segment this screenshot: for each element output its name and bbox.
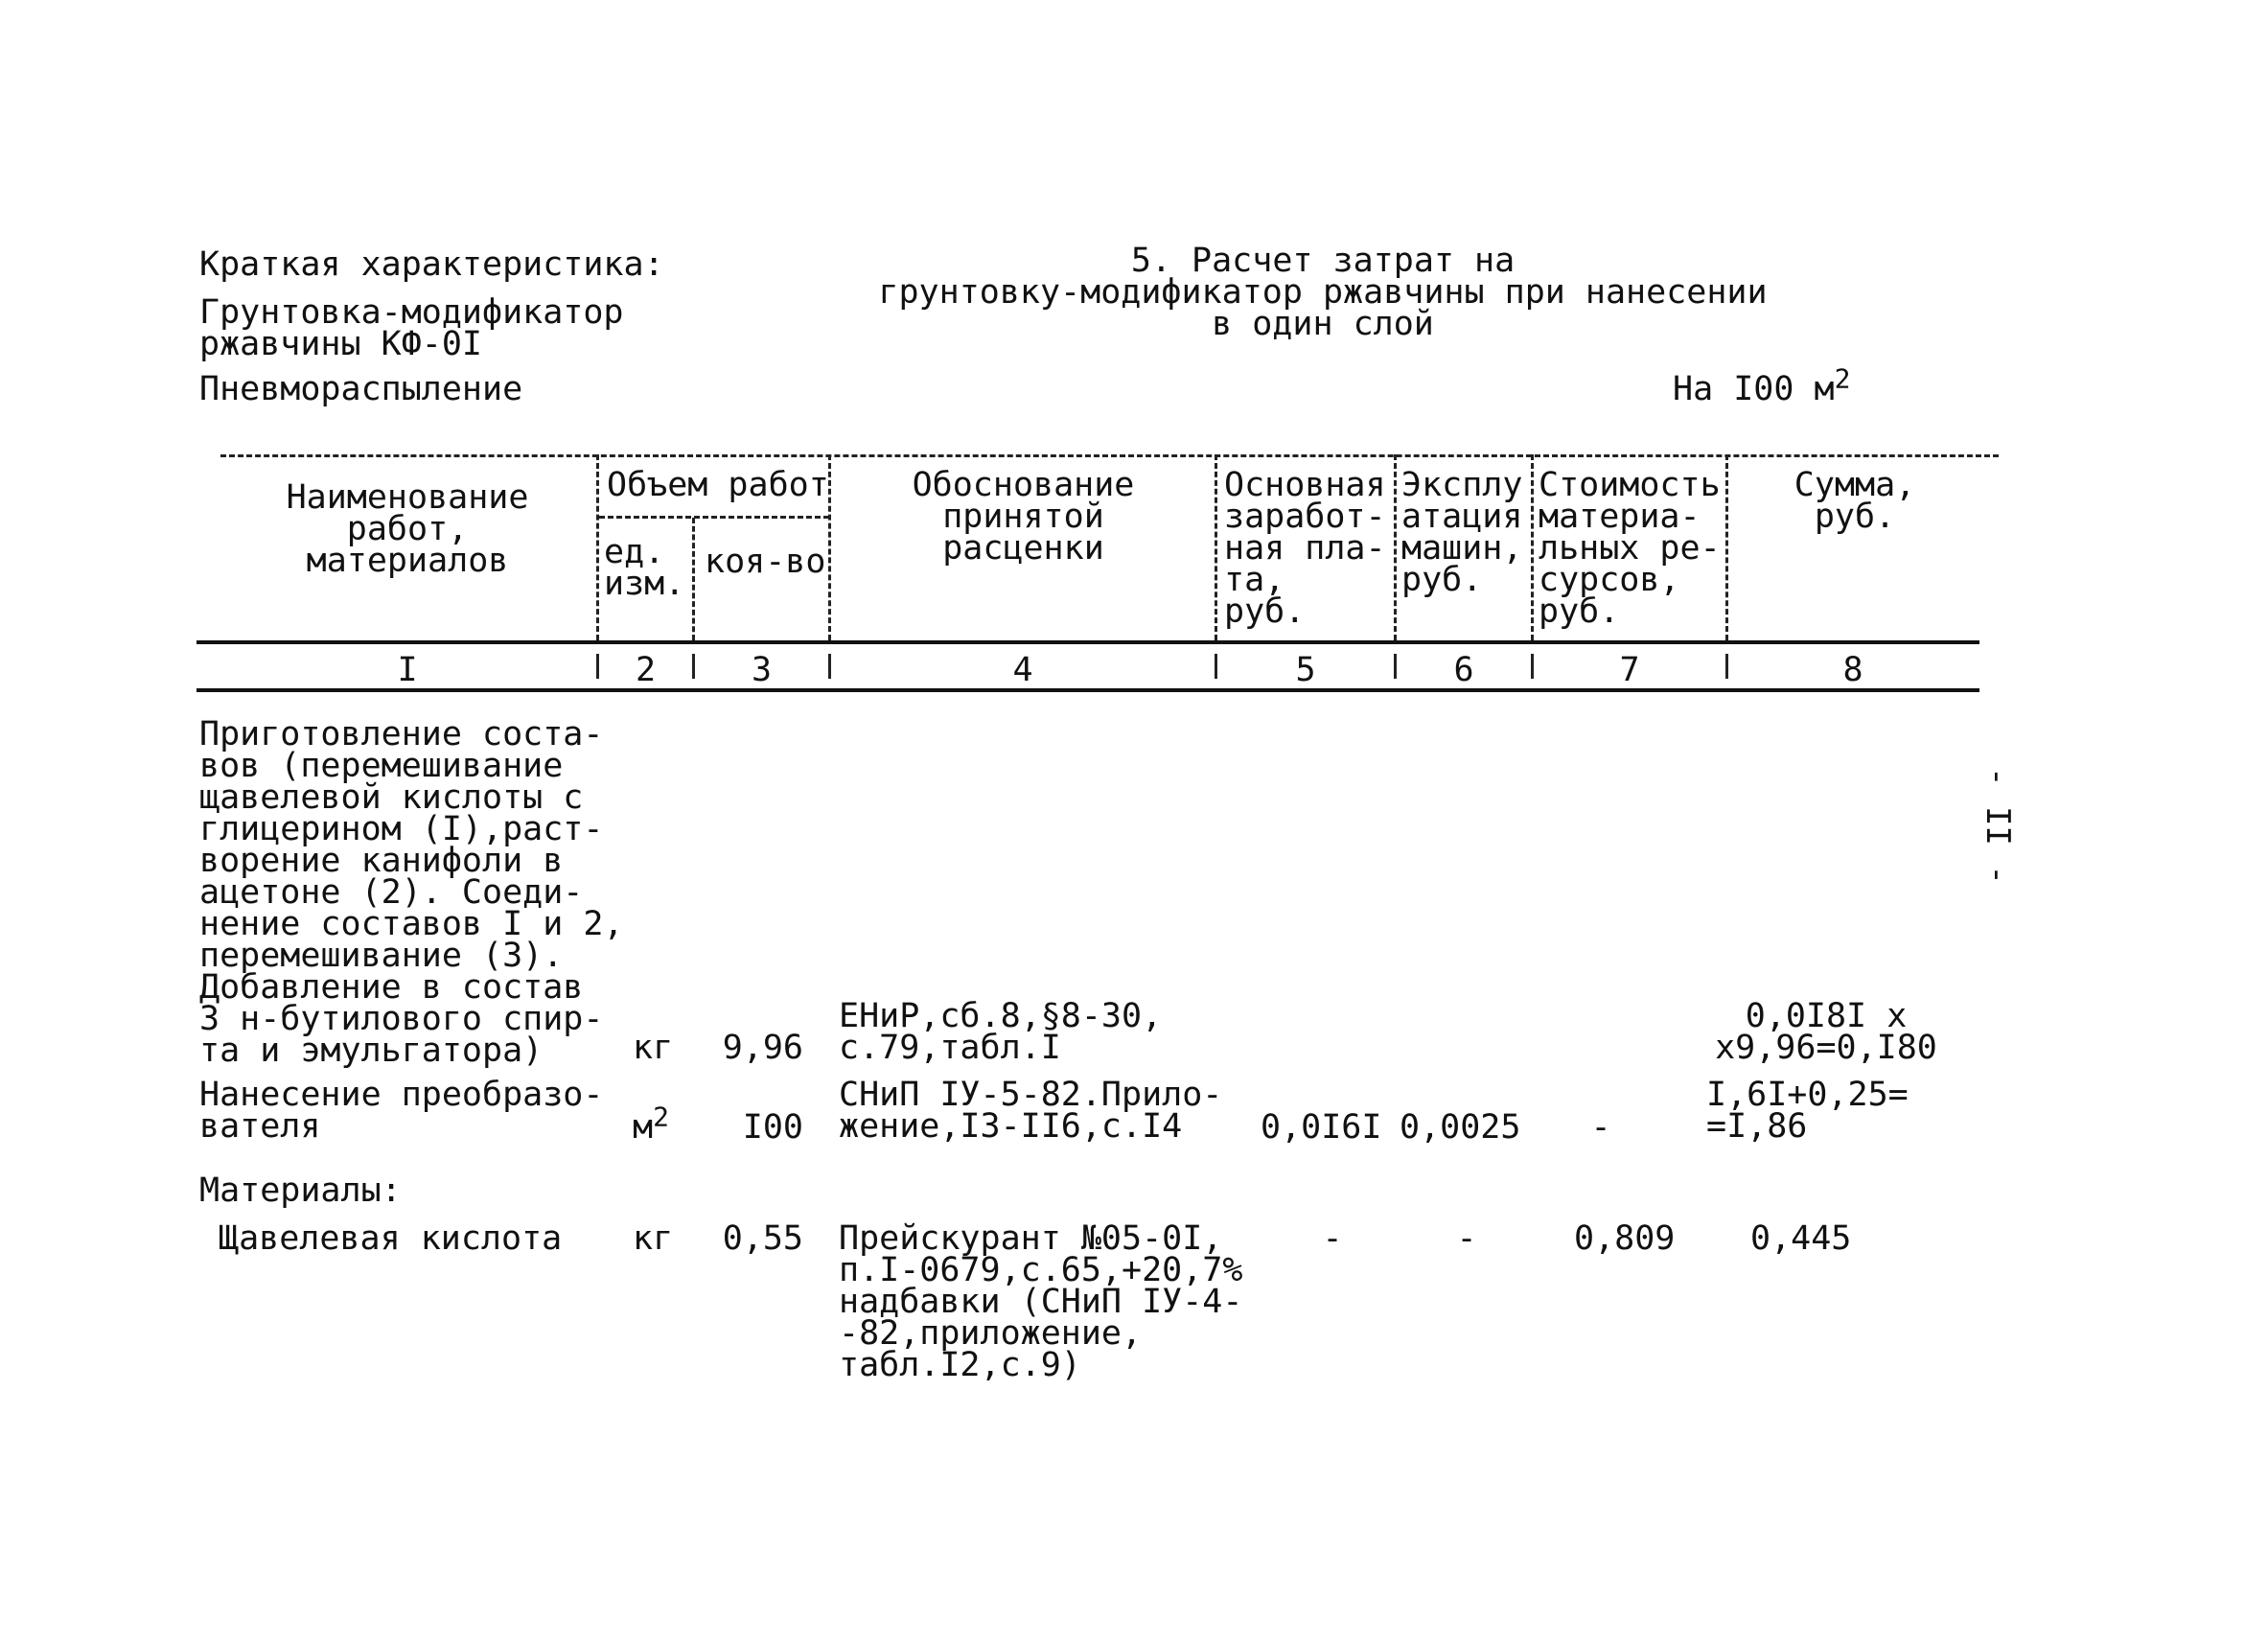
column-number: 3 — [751, 651, 773, 689]
column-number: 6 — [1453, 651, 1474, 689]
header-wage: Основная заработ- ная пла- та, руб. — [1224, 466, 1386, 631]
table-row-1-name: Приготовление соста- вов (перемешивание щавелевой кислоты с глицерином (I),раст- ворение канифоли в ацетоне (2). Соеди- нение составов I и 2, перемешивание (3). Добавление в состав 3 н-бутилового спир- та и эмульгатора) — [199, 715, 624, 1070]
table-row-1-basis: ЕНиР,сб.8,§8-30, с.79,табл.I — [839, 997, 1163, 1067]
column-number: 2 — [635, 651, 657, 689]
header-volume: Объем работ — [607, 466, 829, 504]
table-row-3-unit: кг — [633, 1219, 674, 1258]
table-row-3-basis: Прейскурант №05-0I, п.I-0679,с.65,+20,7% надбавки (СНиП IУ-4- -82,приложение, табл.I2,с.9) — [839, 1219, 1243, 1384]
column-number: 5 — [1295, 651, 1316, 689]
table-row-2-machines: 0,0025 — [1400, 1108, 1521, 1147]
header-qty: коя-во — [705, 543, 826, 581]
table-row-2-name: Нанесение преобразо- вателя — [199, 1076, 604, 1146]
info-method: Пневмораспыление — [199, 370, 523, 408]
per-unit-label: На I00 $м^2$ — [1673, 362, 1851, 408]
table-row-2-materials-cost: - — [1590, 1108, 1611, 1147]
table-row-2-basis: СНиП IУ-5-82.Прило- жение,I3-II6,с.I4 — [839, 1076, 1223, 1146]
col-separator — [1394, 454, 1397, 640]
column-number: 8 — [1842, 651, 1863, 689]
col-separator — [1725, 454, 1728, 640]
info-heading: Краткая характеристика: — [199, 245, 664, 284]
volume-sub-rule — [599, 516, 829, 519]
numbers-bottom-rule — [197, 688, 1979, 692]
table-row-3-name: Щавелевая кислота — [219, 1219, 563, 1258]
header-unit: ед. изм. — [604, 533, 685, 603]
header-materials-cost: Стоимость материа- льных ре- сурсов, руб. — [1539, 466, 1721, 631]
table-row-2-qty: I00 — [742, 1108, 803, 1147]
column-number: 7 — [1619, 651, 1640, 689]
column-number: 4 — [1012, 651, 1033, 689]
col-separator — [1531, 454, 1534, 640]
table-row-3-machines: - — [1456, 1219, 1477, 1258]
table-row-1-sum: 0,0I8I x x9,96=0,I80 — [1715, 997, 1937, 1067]
header-sum: Сумма, руб. — [1794, 466, 1916, 536]
column-number: I — [397, 651, 418, 689]
header-basis: Обоснование принятой расценки — [912, 466, 1135, 568]
col-separator — [596, 454, 599, 640]
page-number: - II - — [1979, 767, 2017, 885]
header-name: Наименование работ, материалов — [286, 478, 529, 580]
table-row-1-unit: кг — [633, 1029, 674, 1067]
table-row-1-qty: 9,96 — [722, 1029, 803, 1067]
table-row-3-sum: 0,445 — [1750, 1219, 1852, 1258]
header-bottom-rule — [197, 640, 1979, 644]
header-machines: Эксплу атация машин, руб. — [1401, 466, 1523, 599]
table-top-rule — [220, 454, 1999, 457]
table-row-3-wage: - — [1322, 1219, 1343, 1258]
section-materials: Материалы: — [199, 1171, 402, 1210]
table-row-3-qty: 0,55 — [722, 1219, 803, 1258]
info-material: Грунтовка-модификатор ржавчины КФ-0I — [199, 293, 624, 363]
col-separator — [1215, 454, 1217, 640]
table-row-2-sum: I,6I+0,25= =I,86 — [1706, 1076, 1909, 1146]
table-row-2-unit: $м^2$ — [633, 1101, 669, 1147]
table-row-2-wage: 0,0I6I — [1261, 1108, 1382, 1147]
col-separator — [692, 518, 695, 640]
table-row-3-materials-cost: 0,809 — [1574, 1219, 1676, 1258]
document-title: 5. Расчет затрат на грунтовку-модификатор ржавчины при нанесении в один слой — [878, 242, 1768, 343]
